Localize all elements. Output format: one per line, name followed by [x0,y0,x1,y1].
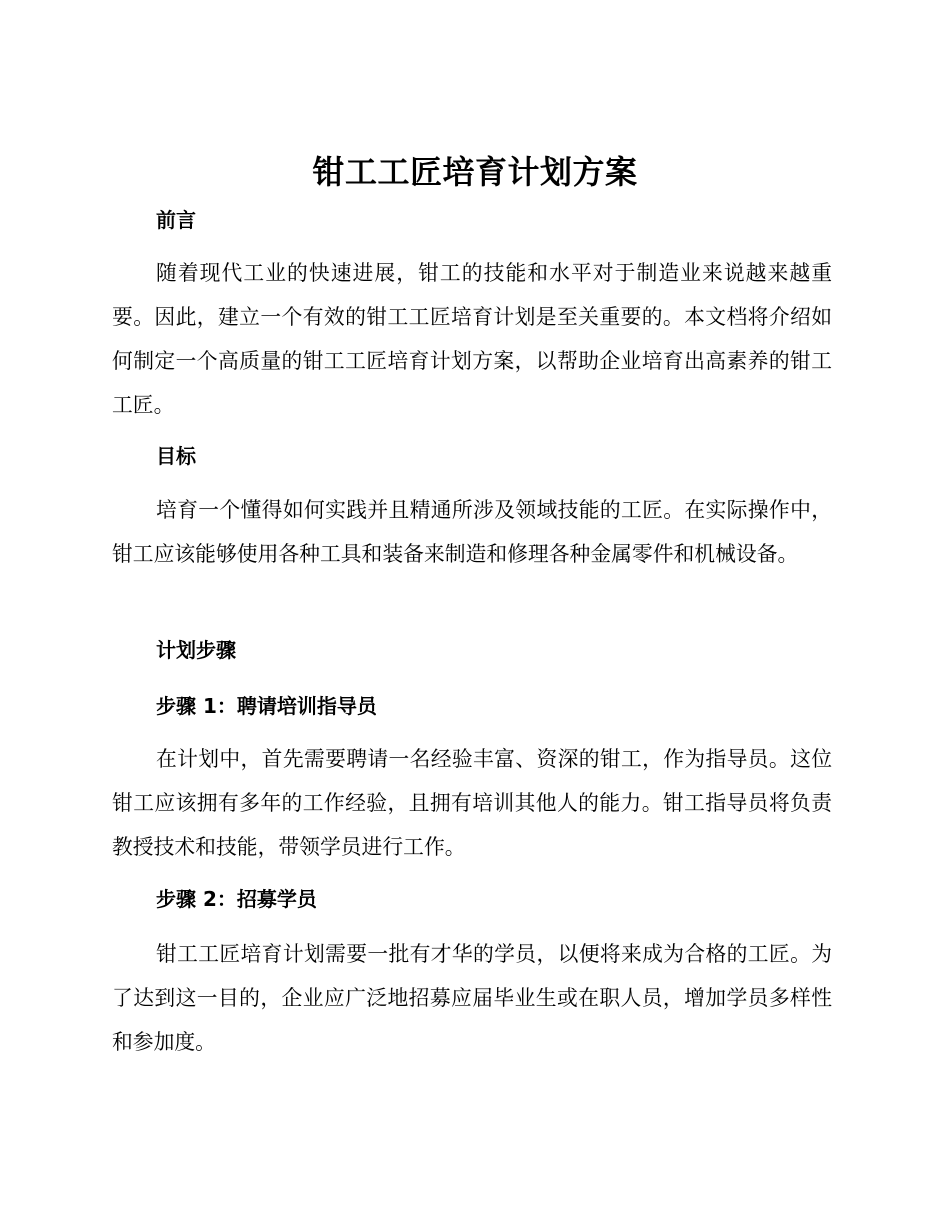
section-heading-preface: 前言 [156,208,196,232]
step-heading-2: 步骤 2：招募学员 [156,887,317,911]
section-heading-goal: 目标 [156,444,196,468]
document-title: 钳工工匠培育计划方案 [312,153,638,191]
section-body-preface: 随着现代工业的快速进展，钳工的技能和水平对于制造业来说越来越重要。因此，建立一个有效的钳工工匠培育计划是至关重要的。本文档将介绍如何制定一个高质量的钳工工匠培育计划方案，以帮助企业培育出高素养的钳工工匠。 [112,261,832,417]
step-heading-1: 步骤 1：聘请培训指导员 [156,694,377,718]
step-body-1: 在计划中，首先需要聘请一名经验丰富、资深的钳工，作为指导员。这位钳工应该拥有多年的工作经验，且拥有培训其他人的能力。钳工指导员将负责教授技术和技能，带领学员进行工作。 [112,747,832,859]
section-body-goal: 培育一个懂得如何实践并且精通所涉及领域技能的工匠。在实际操作中，钳工应该能够使用各种工具和装备来制造和修理各种金属零件和机械设备。 [112,498,832,566]
section-heading-plan-steps: 计划步骤 [156,638,236,662]
step-body-2: 钳工工匠培育计划需要一批有才华的学员，以便将来成为合格的工匠。为了达到这一目的，企业应广泛地招募应届毕业生或在职人员，增加学员多样性和参加度。 [112,942,832,1054]
